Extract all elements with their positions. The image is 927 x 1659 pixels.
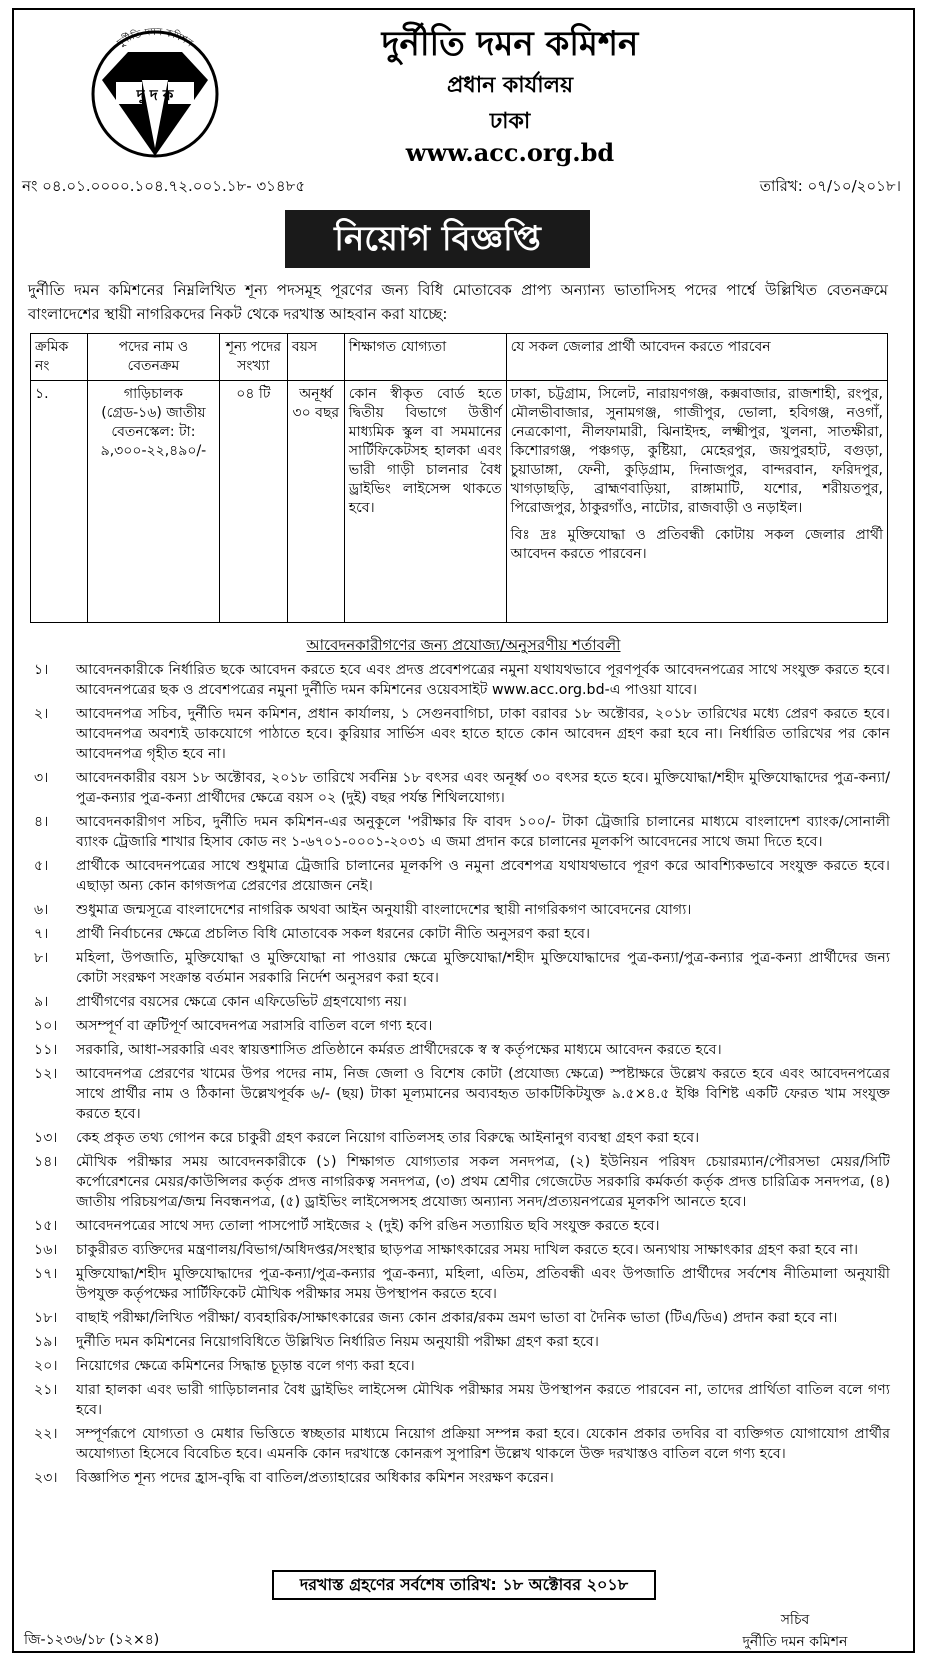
condition-text: মহিলা, উপজাতি, মুক্তিযোদ্ধা ও মুক্তিযোদ্ধা না পাওয়ার ক্ষেত্রে মুক্তিযোদ্ধা/শহীদ মুক্তিযোদ্ধাদের পুত্র-কন্যা/পুত্র-কন্যার পুত্র-কন্যা প্রার্থীদের জন্য কোটা সংরক্ষণ সংক্রান্ত বর্তমান সরকারি নির্দেশ অনুসরণ করা হবে। [76, 950, 890, 986]
condition-text: সরকারি, আধা-সরকারি এবং স্বায়ত্তশাসিত প্রতিষ্ঠানে কর্মরত প্রার্থীদেরকে স্ব স্ব কর্তৃপক্ষের মাধ্যমে আবেদন করতে হবে। [76, 1042, 722, 1058]
list-item [28, 900, 890, 920]
col-vacancies: শূন্য পদের সংখ্যা [219, 334, 287, 381]
condition-number: ১। [34, 662, 49, 678]
condition-text: শুধুমাত্র জন্মসূত্রে বাংলাদেশের নাগরিক অথবা আইন অনুযায়ী বাংলাদেশের স্থায়ী নাগরিকগণ আবেদনের যোগ্য। [76, 902, 692, 918]
condition-number: ১৫। [34, 1218, 58, 1234]
condition-number: ১৮। [34, 1310, 58, 1326]
condition-number: ২২। [34, 1426, 58, 1442]
list-item [28, 1216, 890, 1236]
list-item [28, 1016, 890, 1036]
condition-text: মুক্তিযোদ্ধা/শহীদ মুক্তিযোদ্ধাদের পুত্র-কন্যা/পুত্র-কন্যার পুত্র-কন্যা, মহিলা, এতিম, প্রতিবন্ধী এবং উপজাতি প্রার্থীদের সর্বশেষ নীতিমালা অনুযায়ী উপযুক্ত কর্তৃপক্ষের সার্টিফিকেট মৌখিক পরীক্ষার সময় উপস্থাপন করতে হবে। [76, 1266, 890, 1302]
condition-number: ১৪। [34, 1154, 58, 1170]
condition-text: যারা হালকা এবং ভারী গাড়িচালনার বৈধ ড্রাইভিং লাইসেন্স মৌখিক পরীক্ষার সময় উপস্থাপন করতে পারবেন না, তাদের প্রার্থিতা বাতিল বলে গণ্য হবে। [76, 1382, 890, 1418]
deadline-box: দরখাস্ত গ্রহণের সর্বশেষ তারিখ: ১৮ অক্টোবর ২০১৮ [272, 1570, 656, 1600]
cell-age: অনূর্ধ্ব ৩০ বছর [287, 381, 344, 623]
list-item [28, 1128, 890, 1148]
conditions-list [28, 660, 890, 1492]
footer-code: জি-১২৩৬/১৮ (১২×৪) [24, 1632, 160, 1648]
list-item [28, 1468, 890, 1488]
condition-number: ৭। [34, 926, 49, 942]
condition-number: ৯। [34, 994, 49, 1010]
col-districts: যে সকল জেলার প্রার্থী আবেদন করতে পারবেন [506, 334, 887, 381]
cell-vacancies: ০৪ টি [219, 381, 287, 623]
condition-number: ২১। [34, 1382, 58, 1398]
list-item [28, 1308, 890, 1328]
condition-number: ৫। [34, 858, 49, 874]
cell-post: গাড়িচালক (গ্রেড-১৬) জাতীয় বেতনস্কেল: টা: ৯,৩০০-২২,৪৯০/- [87, 381, 219, 623]
notice-title-banner: নিয়োগ বিজ্ঞপ্তি [285, 210, 590, 268]
list-item [28, 704, 890, 764]
list-item [28, 1064, 890, 1124]
condition-text: মৌখিক পরীক্ষার সময় আবেদনকারীকে (১) শিক্ষাগত যোগ্যতার সকল সনদপত্র, (২) ইউনিয়ন পরিষদ চেয়ারম্যান/পৌরসভা মেয়র/সিটি কর্পোরেশনের মেয়র/কাউন্সিলর কর্তৃক প্রদত্ত নাগরিকত্ব সনদপত্র, (৩) প্রথম শ্রেণীর গেজেটেড সরকারি কর্মকর্তা কর্তৃক প্রদত্ত চারিত্রিক সনদপত্র, (৪) জাতীয় পরিচয়পত্র/জন্ম নিবন্ধনপত্র, (৫) ড্রাইভিং লাইসেন্সসহ প্রযোজ্য অন্যান্য সনদ/প্রত্যয়নপত্রের মূলকপি আনতে হবে। [76, 1154, 890, 1210]
list-item [28, 1380, 890, 1420]
condition-text: আবেদনকারীগণ সচিব, দুর্নীতি দমন কমিশন-এর অনুকূলে 'পরীক্ষার ফি বাবদ ১০০/- টাকা ট্রেজারি চালানের মাধ্যমে বাংলাদেশ ব্যাংক/সোনালী ব্যাংক ট্রেজারি শাখার হিসাব কোড নং ১-৬৭০১-০০০১-২০৩১ এ জমা প্রদান করে চালানের মূলকপি আবেদনের সাথে জমা দিতে হবে। [76, 814, 890, 850]
list-item [28, 924, 890, 944]
office-name: প্রধান কার্যালয় [446, 73, 574, 98]
condition-number: ২০। [34, 1358, 58, 1374]
condition-text: বিজ্ঞাপিত শূন্য পদের হ্রাস-বৃদ্ধি বা বাতিল/প্রত্যাহারের অধিকার কমিশন সংরক্ষণ করেন। [76, 1470, 554, 1486]
condition-text: চাকুরীরত ব্যক্তিদের মন্ত্রণালয়/বিভাগ/অধিদপ্তর/সংস্থার ছাড়পত্র সাক্ষাৎকারের সময় দাখিল করতে হবে। অন্যথায় সাক্ষাৎকার গ্রহণ করা হবে না। [76, 1242, 859, 1258]
condition-text: সম্পূর্ণরূপে যোগ্যতা ও মেধার ভিত্তিতে স্বচ্ছতার মাধ্যমে নিয়োগ প্রক্রিয়া সম্পন্ন করা হবে। যেকোন প্রকার তদবির বা ব্যক্তিগত যোগাযোগ প্রার্থীর অযোগ্যতা হিসেবে বিবেচিত হবে। এমনকি কোন দরখাস্তে কোনরূপ সুপারিশ উল্লেখ থাকলে উক্ত দরখাস্তও বাতিল বলে গণ্য হবে। [76, 1426, 890, 1462]
table-header-row [31, 334, 888, 381]
acc-logo [80, 22, 230, 170]
col-serial: ক্রমিক নং [31, 334, 88, 381]
condition-number: ৪। [34, 814, 49, 830]
list-item [28, 1240, 890, 1260]
list-item [28, 660, 890, 700]
condition-number: ৬। [34, 902, 49, 918]
signature-title: সচিব [780, 1612, 810, 1628]
quota-note: বিঃ দ্রঃ মুক্তিযোদ্ধা ও প্রতিবন্ধী কোটায় সকল জেলার প্রার্থী আবেদন করতে পারবেন। [510, 527, 883, 562]
intro-paragraph: দুর্নীতি দমন কমিশনের নিম্নলিখিত শূন্য পদসমূহ পূরণের জন্য বিধি মোতাবেক প্রাপ্য অন্যান্য ভাতাদিসহ পদের পার্শ্বে উল্লিখিত বেতনক্রমে বাংলাদেশের স্থায়ী নাগরিকদের নিকট থেকে দরখাস্ত আহবান করা যাচ্ছে: [28, 281, 888, 323]
list-item [28, 812, 890, 852]
condition-number: ২৩। [34, 1470, 58, 1486]
condition-text: অসম্পূর্ণ বা ত্রুটিপূর্ণ আবেদনপত্র সরাসরি বাতিল বলে গণ্য হবে। [76, 1018, 433, 1034]
organization-name: দুর্নীতি দমন কমিশন [381, 24, 639, 64]
condition-text: আবেদনপত্র প্রেরণের খামের উপর পদের নাম, নিজ জেলা ও বিশেষ কোটা (প্রযোজ্য ক্ষেত্রে) স্পষ্টাক্ষরে উল্লেখ করতে হবে এবং আবেদনপত্রের সাথে প্রার্থীর নাম ও ঠিকানা উল্লেখপূর্বক ৬/- (ছয়) টাকা মূল্যমানের অব্যবহৃত ডাকটিকিটযুক্ত ৯.৫×৪.৫ ইঞ্চি বিশিষ্ট একটি ফেরত খাম সংযুক্ত করতে হবে। [76, 1066, 890, 1122]
condition-number: ১১। [34, 1042, 58, 1058]
list-item [28, 1332, 890, 1352]
list-item [28, 992, 890, 1012]
districts-list: ঢাকা, চট্টগ্রাম, সিলেট, নারায়ণগঞ্জ, কক্সবাজার, রাজশাহী, রংপুর, মৌলভীবাজার, সুনামগঞ্জ, গাজীপুর, ভোলা, হবিগঞ্জ, নওগাঁ, নেত্রকোণা, নীলফামারী, ঝিনাইদহ, লক্ষ্মীপুর, খুলনা, সাতক্ষীরা, কিশোরগঞ্জ, পঞ্চগড়, কুষ্টিয়া, মেহেরপুর, জয়পুরহাট, বগুড়া, চুয়াডাঙ্গা, ফেনী, কুড়িগ্রাম, দিনাজপুর, বান্দরবান, ফরিদপুর, খাগড়াছড়ি, ব্রাহ্মণবাড়িয়া, রাঙ্গামাটি, যশোর, শরীয়তপুর, পিরোজপুর, ঠাকুরগাঁও, নাটোর, রাজবাড়ী ও নড়াইল। [510, 386, 883, 516]
col-qualification: শিক্ষাগত যোগ্যতা [344, 334, 506, 381]
condition-text: আবেদনকারীর বয়স ১৮ অক্টোবর, ২০১৮ তারিখে সর্বনিম্ন ১৮ বৎসর এবং অনূর্ধ্ব ৩০ বৎসর হতে হবে। মুক্তিযোদ্ধা/শহীদ মুক্তিযোদ্ধাদের পুত্র-কন্যা/পুত্র-কন্যার পুত্র-কন্যা প্রার্থীদের ক্ষেত্রে বয়স ০২ (দুই) বছর পর্যন্ত শিথিলযোগ্য। [76, 770, 890, 806]
list-item [28, 856, 890, 896]
city-name: ঢাকা [489, 109, 531, 134]
memo-number: নং ০৪.০১.০০০০.১০৪.৭২.০০১.১৮- ৩১৪৮৫ [22, 177, 306, 195]
vacancy-table [30, 333, 888, 623]
condition-number: ১৬। [34, 1242, 58, 1258]
logo-letters: দু দ ক [136, 86, 174, 104]
list-item [28, 948, 890, 988]
signature-org: দুর্নীতি দমন কমিশন [742, 1634, 848, 1650]
cell-serial: ১. [31, 381, 88, 623]
condition-number: ১৭। [34, 1266, 58, 1282]
list-item [28, 1356, 890, 1376]
condition-number: ৮। [34, 950, 49, 966]
condition-number: ৩। [34, 770, 49, 786]
cell-districts [506, 381, 887, 623]
condition-number: ১৩। [34, 1130, 58, 1146]
list-item [28, 1152, 890, 1212]
condition-text: প্রার্থীকে আবেদনপত্রের সাথে শুধুমাত্র ট্রেজারি চালানের মূলকপি ও নমুনা প্রবেশপত্র যথাযথভাবে পূরণ করে আবশ্যিকভাবে সংযুক্ত করতে হবে। এছাড়া অন্য কোন কাগজপত্র প্রেরণের প্রয়োজন নেই। [76, 858, 890, 894]
list-item [28, 1424, 890, 1464]
list-item [28, 768, 890, 808]
condition-text: আবেদনপত্র সচিব, দুর্নীতি দমন কমিশন, প্রধান কার্যালয়, ১ সেগুনবাগিচা, ঢাকা বরাবর ১৮ অক্টোবর, ২০১৮ তারিখের মধ্যে প্রেরণ করতে হবে। আবেদনপত্র অবশ্যই ডাকযোগে পাঠাতে হবে। কুরিয়ার সার্ভিস এবং হাতে হাতে কোন আবেদন গ্রহণ করা হবে না। নির্ধারিত তারিখের পর কোন আবেদনপত্র গৃহীত হবে না। [76, 706, 890, 762]
condition-text: কেহ প্রকৃত তথ্য গোপন করে চাকুরী গ্রহণ করলে নিয়োগ বাতিলসহ তার বিরুদ্ধে আইনানুগ ব্যবস্থা গ্রহণ করা হবে। [76, 1130, 700, 1146]
condition-text: দুর্নীতি দমন কমিশনের নিয়োগবিধিতে উল্লিখিত নির্ধারিত নিয়ম অনুযায়ী পরীক্ষা গ্রহণ করা হবে। [76, 1334, 599, 1350]
memo-date: তারিখ: ০৭/১০/২০১৮। [759, 177, 901, 195]
condition-number: ২। [34, 706, 49, 722]
condition-number: ১২। [34, 1066, 58, 1082]
condition-text: আবেদনপত্রের সাথে সদ্য তোলা পাসপোর্ট সাইজের ২ (দুই) কপি রঙিন সত্যায়িত ছবি সংযুক্ত করতে হবে। [76, 1218, 660, 1234]
condition-number: ১০। [34, 1018, 58, 1034]
list-item [28, 1264, 890, 1304]
condition-text: প্রার্থী নির্বাচনের ক্ষেত্রে প্রচলিত বিধি মোতাবেক সকল ধরনের কোটা নীতি অনুসরণ করা হবে। [76, 926, 591, 942]
col-age: বয়স [287, 334, 344, 381]
condition-text: বাছাই পরীক্ষা/লিখিত পরীক্ষা/ ব্যবহারিক/সাক্ষাৎকারের জন্য কোন প্রকার/রকম ভ্রমণ ভাতা বা দৈনিক ভাতা (টিএ/ডিএ) প্রদান করা হবে না। [76, 1310, 838, 1326]
website-url: www.acc.org.bd [405, 138, 615, 167]
condition-number: ১৯। [34, 1334, 58, 1350]
logo-arc-text: দুর্নীতি দমন কমিশন [115, 26, 195, 50]
table-row [31, 381, 888, 623]
condition-text: প্রার্থীগণের বয়সের ক্ষেত্রে কোন এফিডেভিট গ্রহণযোগ্য নয়। [76, 994, 407, 1010]
conditions-heading: আবেদনকারীগণের জন্য প্রযোজ্য/অনুসরণীয় শর্তাবলী [306, 636, 621, 654]
condition-text: নিয়োগের ক্ষেত্রে কমিশনের সিদ্ধান্ত চূড়ান্ত বলে গণ্য করা হবে। [76, 1358, 415, 1374]
list-item [28, 1040, 890, 1060]
col-post: পদের নাম ও বেতনক্রম [87, 334, 219, 381]
cell-qualification: কোন স্বীকৃত বোর্ড হতে দ্বিতীয় বিভাগে উত্তীর্ণ মাধ্যমিক স্কুল বা সমমানের সার্টিফিকেটসহ হালকা এবং ভারী গাড়ী চালনার বৈধ ড্রাইভিং লাইসেন্স থাকতে হবে। [344, 381, 506, 623]
condition-text: আবেদনকারীকে নির্ধারিত ছকে আবেদন করতে হবে এবং প্রদত্ত প্রবেশপত্রের নমুনা যথাযথভাবে পূরণপূর্বক আবেদনপত্রের সাথে সংযুক্ত করতে হবে। আবেদনপত্রের ছক ও প্রবেশপত্রের নমুনা দুর্নীতি দমন কমিশনের ওয়েবসাইট www.acc.org.bd-এ পাওয়া যাবে। [76, 662, 890, 698]
